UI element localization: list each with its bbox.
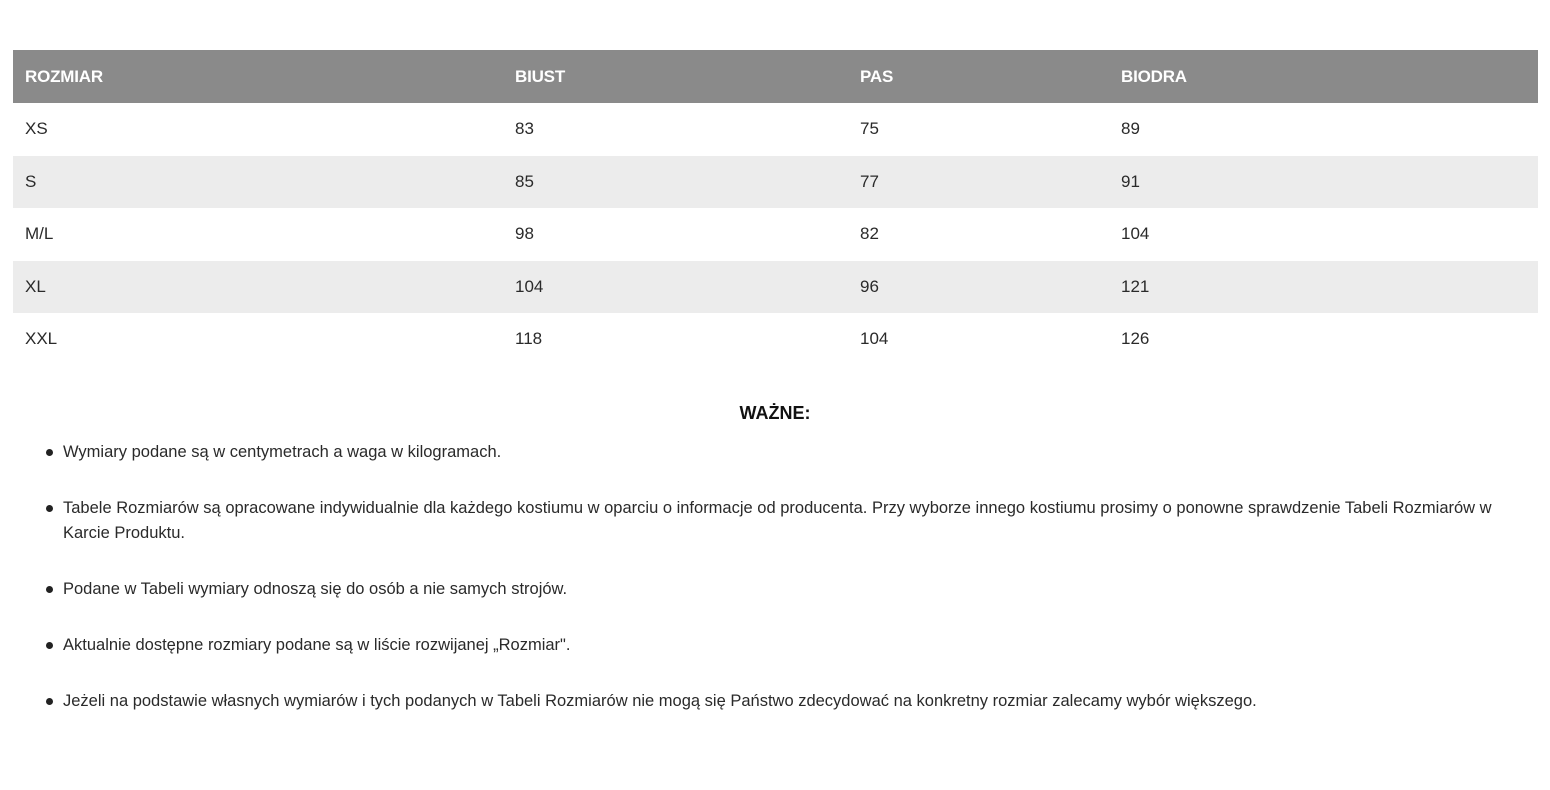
cell-waist: 82: [860, 224, 879, 244]
list-item: [46, 577, 1506, 602]
size-chart-table: [13, 50, 1538, 366]
note-text: Jeżeli na podstawie własnych wymiarów i tych podanych w Tabeli Rozmiarów nie mogą się Państwo zdecydować na konkretny rozmiar zalecamy wybór większego.: [63, 692, 1257, 710]
cell-waist: 96: [860, 276, 879, 296]
bullet-icon: [46, 586, 53, 593]
table-row: [13, 261, 1538, 314]
cell-bust: 83: [515, 119, 534, 139]
note-text: Aktualnie dostępne rozmiary podane są w liście rozwijanej „Rozmiar".: [63, 636, 571, 654]
cell-waist: 75: [860, 119, 879, 139]
note-text: Tabele Rozmiarów są opracowane indywidualnie dla każdego kostiumu w oparciu o informacje od producenta. Przy wyborze innego kostiumu prosimy o ponowne sprawdzenie Tabeli Rozmiarów w Karcie Produktu.: [63, 499, 1492, 542]
list-item: [46, 496, 1506, 546]
cell-bust: 85: [515, 171, 534, 191]
bullet-icon: [46, 449, 53, 456]
cell-waist: 77: [860, 171, 879, 191]
cell-hips: 121: [1121, 276, 1150, 296]
list-item: [46, 689, 1506, 714]
table-row: [13, 156, 1538, 209]
table-row: [13, 103, 1538, 156]
notes-title: WAŻNE:: [739, 403, 811, 423]
cell-hips: 126: [1121, 329, 1150, 349]
cell-bust: 118: [515, 329, 543, 349]
bullet-icon: [46, 642, 53, 649]
note-text: Podane w Tabeli wymiary odnoszą się do osób a nie samych strojów.: [63, 580, 568, 598]
cell-size: M/L: [25, 224, 54, 244]
header-bust: BIUST: [515, 66, 566, 86]
cell-size: XXL: [25, 329, 58, 349]
bullet-icon: [46, 505, 53, 512]
note-text: Wymiary podane są w centymetrach a waga w kilogramach.: [63, 443, 502, 461]
header-size: ROZMIAR: [25, 66, 103, 86]
table-row: [13, 208, 1538, 261]
cell-hips: 89: [1121, 119, 1140, 139]
cell-bust: 98: [515, 224, 534, 244]
cell-size: S: [25, 171, 37, 191]
cell-bust: 104: [515, 276, 544, 296]
bullet-icon: [46, 698, 53, 705]
header-waist: PAS: [860, 66, 894, 86]
notes-list: [46, 440, 1506, 745]
list-item: [46, 633, 1506, 658]
list-item: [46, 440, 1506, 465]
cell-hips: 91: [1121, 171, 1140, 191]
cell-waist: 104: [860, 329, 889, 349]
cell-hips: 104: [1121, 224, 1150, 244]
cell-size: XL: [25, 276, 46, 296]
cell-size: XS: [25, 119, 48, 139]
table-header-row: [13, 50, 1538, 103]
header-hips: BIODRA: [1121, 66, 1187, 86]
table-row: [13, 313, 1538, 366]
